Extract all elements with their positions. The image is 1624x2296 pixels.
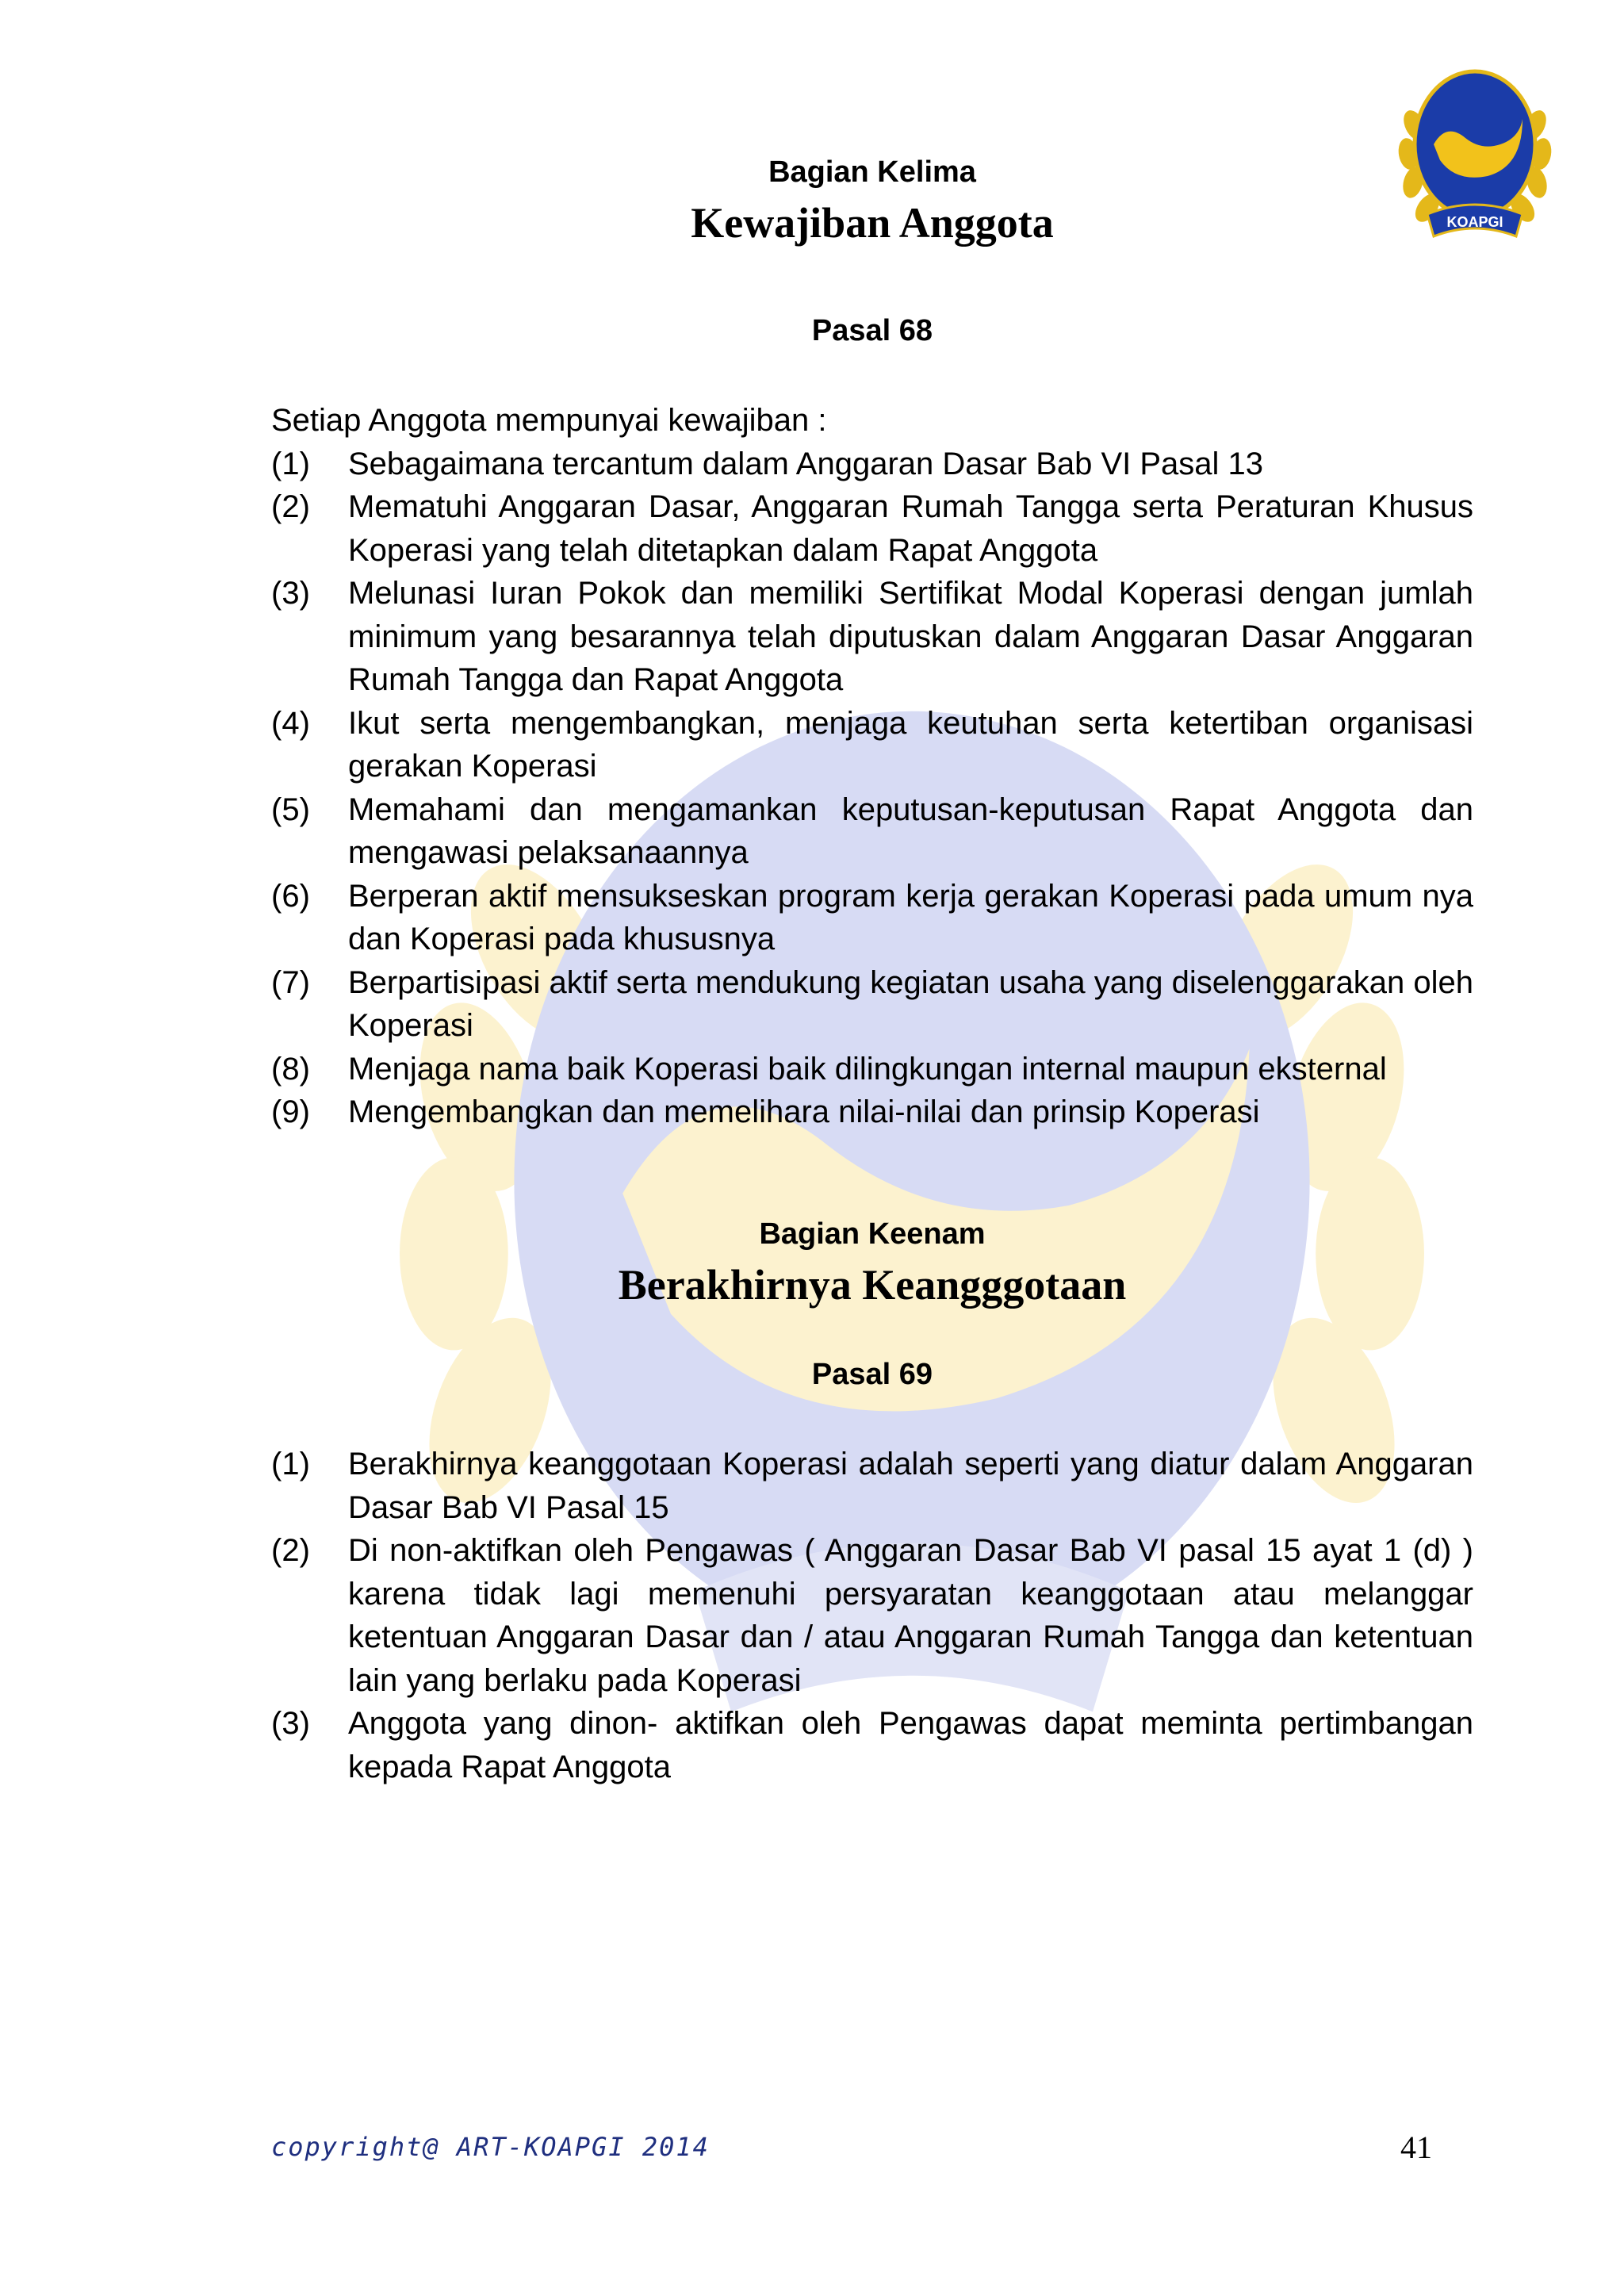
item-number: (2)	[271, 489, 310, 524]
list-item	[271, 702, 1473, 788]
item-text: Ikut serta mengembangkan, menjaga keutuhan serta ketertiban organisasi gerakan Koperasi	[348, 705, 1473, 784]
termination-section	[271, 1443, 1473, 1788]
list-item	[271, 443, 1473, 486]
item-text: Mematuhi Anggaran Dasar, Anggaran Rumah Tangga serta Peraturan Khusus Koperasi yang telah ditetapkan dalam Rapat Anggota	[348, 489, 1473, 568]
item-number: (7)	[271, 964, 310, 1000]
item-number: (5)	[271, 792, 310, 827]
list-item	[271, 875, 1473, 961]
item-number: (1)	[271, 1447, 310, 1481]
article-heading: Pasal 69	[811, 1358, 933, 1391]
section-label: Bagian Keenam	[759, 1217, 986, 1251]
item-text: Memahami dan mengamankan keputusan-keputusan Rapat Anggota dan mengawasi pelaksanaannya	[348, 792, 1473, 870]
list-item	[271, 1048, 1473, 1091]
list-item	[271, 1091, 1473, 1134]
item-text: Mengembangkan dan memelihara nilai-nilai dan prinsip Koperasi	[348, 1094, 1260, 1129]
termination-list	[271, 1443, 1473, 1788]
item-text: Berakhirnya keanggotaan Koperasi adalah seperti yang diatur dalam Anggaran Dasar Bab VI Pasal 15	[348, 1447, 1473, 1525]
item-text: Berperan aktif mensukseskan program kerja gerakan Koperasi pada umum nya dan Koperasi pada khususnya	[348, 878, 1473, 956]
list-item	[271, 788, 1473, 875]
obligations-list	[271, 443, 1473, 1134]
item-text: Di non-aktifkan oleh Pengawas ( Anggaran Dasar Bab VI pasal 15 ayat 1 (d) ) karena tidak lagi memenuhi persyaratan keanggotaan atau melanggar ketentuan Anggaran Dasar dan / atau Anggaran Rumah Tangga dan ketentuan lain yang berlaku pada Koperasi	[348, 1533, 1473, 1698]
obligations-section	[271, 399, 1473, 1134]
list-item	[271, 961, 1473, 1048]
list-item	[271, 572, 1473, 702]
page-number: 41	[1400, 2129, 1432, 2165]
article-heading: Pasal 68	[811, 314, 933, 347]
item-number: (6)	[271, 878, 310, 914]
section-label: Bagian Kelima	[768, 155, 976, 189]
list-item	[271, 485, 1473, 572]
item-number: (1)	[271, 446, 310, 481]
item-number: (3)	[271, 1706, 310, 1741]
item-number: (8)	[271, 1051, 310, 1087]
section-title: Berakhirnya Keangggotaan	[618, 1261, 1127, 1309]
item-text: Sebagaimana tercantum dalam Anggaran Dasar Bab VI Pasal 13	[348, 446, 1264, 481]
item-text: Anggota yang dinon- aktifkan oleh Pengawas dapat meminta pertimbangan kepada Rapat Anggota	[348, 1706, 1473, 1784]
item-text: Berpartisipasi aktif serta mendukung kegiatan usaha yang diselenggarakan oleh Koperasi	[348, 964, 1473, 1043]
list-item	[271, 1702, 1473, 1788]
list-item	[271, 1443, 1473, 1529]
item-number: (3)	[271, 576, 310, 611]
section-title: Kewajiban Anggota	[691, 199, 1054, 247]
item-number: (9)	[271, 1094, 310, 1129]
logo-text: KOAPGI	[1446, 214, 1503, 230]
footer-copyright: copyright@ ART-KOAPGI 2014	[271, 2132, 710, 2162]
item-text: Menjaga nama baik Koperasi baik dilingkungan internal maupun eksternal	[348, 1051, 1387, 1087]
intro-text: Setiap Anggota mempunyai kewajiban :	[271, 403, 827, 438]
item-text: Melunasi Iuran Pokok dan memiliki Sertifikat Modal Koperasi dengan jumlah minimum yang besarannya telah diputuskan dalam Anggaran Dasar Anggaran Rumah Tangga dan Rapat Anggota	[348, 576, 1473, 697]
list-item	[271, 1529, 1473, 1702]
item-number: (2)	[271, 1533, 310, 1568]
item-number: (4)	[271, 705, 310, 741]
